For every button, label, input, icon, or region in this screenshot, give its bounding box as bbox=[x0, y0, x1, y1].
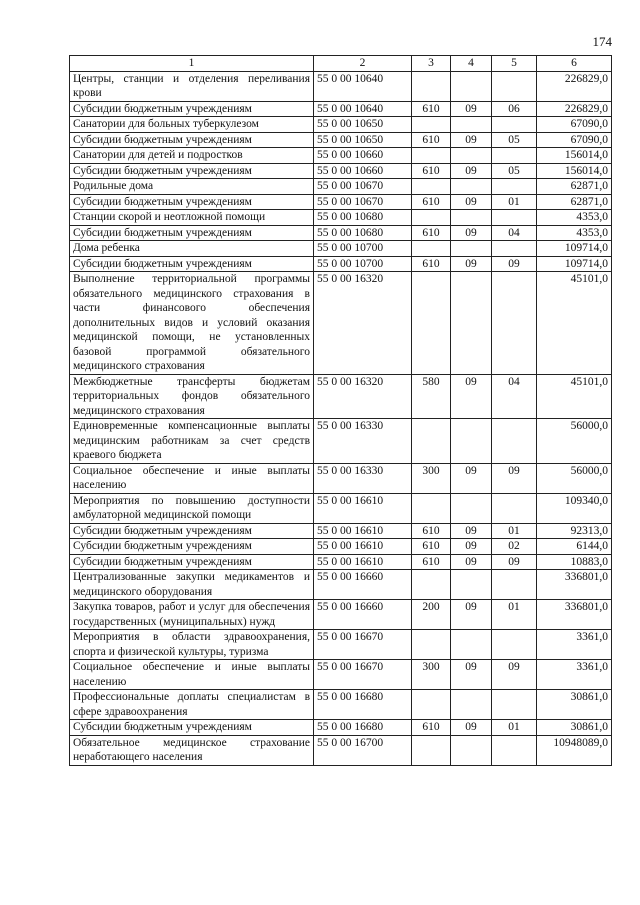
table-row bbox=[70, 630, 612, 660]
table-row bbox=[70, 720, 612, 736]
target-code-cell: 55 0 00 10640 bbox=[314, 101, 412, 117]
amount-cell: 3361,0 bbox=[537, 630, 612, 660]
amount-cell: 30861,0 bbox=[537, 720, 612, 736]
amount-cell: 226829,0 bbox=[537, 101, 612, 117]
table-row bbox=[70, 570, 612, 600]
row-name-cell: Социальное обеспечение и иные выплаты населению bbox=[70, 463, 314, 493]
section-cell: 09 bbox=[451, 463, 492, 493]
target-code-cell: 55 0 00 10700 bbox=[314, 256, 412, 272]
section-cell: 09 bbox=[451, 539, 492, 555]
amount-cell: 67090,0 bbox=[537, 117, 612, 133]
amount-cell: 4353,0 bbox=[537, 225, 612, 241]
target-code-cell: 55 0 00 10680 bbox=[314, 210, 412, 226]
amount-cell: 156014,0 bbox=[537, 148, 612, 164]
section-cell: 09 bbox=[451, 374, 492, 419]
expense-type-cell bbox=[412, 272, 451, 375]
row-name-cell: Дома ребенка bbox=[70, 241, 314, 257]
amount-cell: 336801,0 bbox=[537, 600, 612, 630]
table-row bbox=[70, 256, 612, 272]
target-code-cell: 55 0 00 16680 bbox=[314, 720, 412, 736]
expense-type-cell: 610 bbox=[412, 256, 451, 272]
expense-type-cell: 610 bbox=[412, 720, 451, 736]
table-row bbox=[70, 463, 612, 493]
table-row bbox=[70, 241, 612, 257]
subsection-cell bbox=[492, 493, 537, 523]
row-name-cell: Социальное обеспечение и иные выплаты населению bbox=[70, 660, 314, 690]
column-header: 2 bbox=[314, 56, 412, 72]
expense-type-cell bbox=[412, 179, 451, 195]
amount-cell: 6144,0 bbox=[537, 539, 612, 555]
expense-type-cell: 610 bbox=[412, 194, 451, 210]
table-row bbox=[70, 71, 612, 101]
section-cell: 09 bbox=[451, 256, 492, 272]
subsection-cell: 05 bbox=[492, 163, 537, 179]
target-code-cell: 55 0 00 16610 bbox=[314, 554, 412, 570]
target-code-cell: 55 0 00 16330 bbox=[314, 463, 412, 493]
section-cell: 09 bbox=[451, 523, 492, 539]
expense-type-cell: 300 bbox=[412, 463, 451, 493]
row-name-cell: Единовременные компенсационные выплаты медицинским работникам за счет средств краевого бюджета bbox=[70, 419, 314, 464]
expense-type-cell: 610 bbox=[412, 225, 451, 241]
target-code-cell: 55 0 00 16660 bbox=[314, 600, 412, 630]
column-header: 4 bbox=[451, 56, 492, 72]
section-cell bbox=[451, 210, 492, 226]
table-row bbox=[70, 600, 612, 630]
row-name-cell: Обязательное медицинское страхование неработающего населения bbox=[70, 735, 314, 765]
row-name-cell: Станции скорой и неотложной помощи bbox=[70, 210, 314, 226]
table-row bbox=[70, 179, 612, 195]
target-code-cell: 55 0 00 10700 bbox=[314, 241, 412, 257]
section-cell bbox=[451, 179, 492, 195]
section-cell: 09 bbox=[451, 163, 492, 179]
target-code-cell: 55 0 00 10640 bbox=[314, 71, 412, 101]
table-row bbox=[70, 163, 612, 179]
subsection-cell: 09 bbox=[492, 463, 537, 493]
subsection-cell bbox=[492, 570, 537, 600]
section-cell: 09 bbox=[451, 225, 492, 241]
subsection-cell: 09 bbox=[492, 554, 537, 570]
row-name-cell: Субсидии бюджетным учреждениям bbox=[70, 225, 314, 241]
expense-type-cell: 610 bbox=[412, 132, 451, 148]
target-code-cell: 55 0 00 10670 bbox=[314, 194, 412, 210]
row-name-cell: Центры, станции и отделения переливания крови bbox=[70, 71, 314, 101]
table-row bbox=[70, 735, 612, 765]
budget-table bbox=[69, 55, 612, 766]
page-number: 174 bbox=[592, 34, 612, 49]
amount-cell: 226829,0 bbox=[537, 71, 612, 101]
target-code-cell: 55 0 00 16670 bbox=[314, 660, 412, 690]
subsection-cell: 01 bbox=[492, 720, 537, 736]
table-row bbox=[70, 690, 612, 720]
expense-type-cell bbox=[412, 117, 451, 133]
expense-type-cell bbox=[412, 690, 451, 720]
row-name-cell: Субсидии бюджетным учреждениям bbox=[70, 523, 314, 539]
section-cell bbox=[451, 690, 492, 720]
expense-type-cell bbox=[412, 570, 451, 600]
amount-cell: 62871,0 bbox=[537, 179, 612, 195]
target-code-cell: 55 0 00 16610 bbox=[314, 539, 412, 555]
amount-cell: 4353,0 bbox=[537, 210, 612, 226]
amount-cell: 56000,0 bbox=[537, 419, 612, 464]
row-name-cell: Выполнение территориальной программы обязательного медицинского страхования в части финансового обеспечения дополнительных видов и условий оказания медицинской помощи, не установленных базовой программой обязательного медицинского страхования bbox=[70, 272, 314, 375]
expense-type-cell: 300 bbox=[412, 660, 451, 690]
table-row bbox=[70, 132, 612, 148]
table-row bbox=[70, 225, 612, 241]
target-code-cell: 55 0 00 16700 bbox=[314, 735, 412, 765]
subsection-cell bbox=[492, 690, 537, 720]
row-name-cell: Субсидии бюджетным учреждениям bbox=[70, 539, 314, 555]
table-row bbox=[70, 272, 612, 375]
target-code-cell: 55 0 00 16680 bbox=[314, 690, 412, 720]
amount-cell: 62871,0 bbox=[537, 194, 612, 210]
amount-cell: 45101,0 bbox=[537, 374, 612, 419]
expense-type-cell bbox=[412, 630, 451, 660]
section-cell bbox=[451, 241, 492, 257]
subsection-cell: 04 bbox=[492, 225, 537, 241]
target-code-cell: 55 0 00 16320 bbox=[314, 374, 412, 419]
section-cell bbox=[451, 735, 492, 765]
table-row bbox=[70, 101, 612, 117]
table-row bbox=[70, 419, 612, 464]
section-cell: 09 bbox=[451, 720, 492, 736]
table-row bbox=[70, 117, 612, 133]
amount-cell: 3361,0 bbox=[537, 660, 612, 690]
table-row bbox=[70, 523, 612, 539]
expense-type-cell: 610 bbox=[412, 523, 451, 539]
row-name-cell: Субсидии бюджетным учреждениям bbox=[70, 132, 314, 148]
target-code-cell: 55 0 00 16660 bbox=[314, 570, 412, 600]
section-cell bbox=[451, 419, 492, 464]
target-code-cell: 55 0 00 16330 bbox=[314, 419, 412, 464]
row-name-cell: Закупка товаров, работ и услуг для обеспечения государственных (муниципальных) нужд bbox=[70, 600, 314, 630]
expense-type-cell: 610 bbox=[412, 163, 451, 179]
target-code-cell: 55 0 00 10660 bbox=[314, 148, 412, 164]
subsection-cell bbox=[492, 735, 537, 765]
expense-type-cell bbox=[412, 71, 451, 101]
amount-cell: 109714,0 bbox=[537, 256, 612, 272]
section-cell bbox=[451, 493, 492, 523]
row-name-cell: Субсидии бюджетным учреждениям bbox=[70, 101, 314, 117]
subsection-cell: 09 bbox=[492, 256, 537, 272]
amount-cell: 109340,0 bbox=[537, 493, 612, 523]
row-name-cell: Централизованные закупки медикаментов и медицинского оборудования bbox=[70, 570, 314, 600]
table-row bbox=[70, 660, 612, 690]
target-code-cell: 55 0 00 10680 bbox=[314, 225, 412, 241]
subsection-cell: 09 bbox=[492, 660, 537, 690]
amount-cell: 10883,0 bbox=[537, 554, 612, 570]
amount-cell: 92313,0 bbox=[537, 523, 612, 539]
section-cell: 09 bbox=[451, 132, 492, 148]
subsection-cell bbox=[492, 419, 537, 464]
section-cell bbox=[451, 71, 492, 101]
target-code-cell: 55 0 00 16670 bbox=[314, 630, 412, 660]
row-name-cell: Субсидии бюджетным учреждениям bbox=[70, 163, 314, 179]
row-name-cell: Субсидии бюджетным учреждениям bbox=[70, 554, 314, 570]
amount-cell: 156014,0 bbox=[537, 163, 612, 179]
amount-cell: 10948089,0 bbox=[537, 735, 612, 765]
row-name-cell: Профессиональные доплаты специалистам в сфере здравоохранения bbox=[70, 690, 314, 720]
subsection-cell bbox=[492, 148, 537, 164]
target-code-cell: 55 0 00 16610 bbox=[314, 493, 412, 523]
expense-type-cell bbox=[412, 735, 451, 765]
expense-type-cell bbox=[412, 210, 451, 226]
section-cell: 09 bbox=[451, 660, 492, 690]
target-code-cell: 55 0 00 16610 bbox=[314, 523, 412, 539]
target-code-cell: 55 0 00 10650 bbox=[314, 132, 412, 148]
row-name-cell: Субсидии бюджетным учреждениям bbox=[70, 720, 314, 736]
column-header: 6 bbox=[537, 56, 612, 72]
expense-type-cell: 610 bbox=[412, 539, 451, 555]
section-cell bbox=[451, 570, 492, 600]
section-cell: 09 bbox=[451, 600, 492, 630]
row-name-cell: Санатории для детей и подростков bbox=[70, 148, 314, 164]
expense-type-cell bbox=[412, 419, 451, 464]
amount-cell: 30861,0 bbox=[537, 690, 612, 720]
subsection-cell: 01 bbox=[492, 194, 537, 210]
expense-type-cell: 610 bbox=[412, 101, 451, 117]
subsection-cell bbox=[492, 241, 537, 257]
table-row bbox=[70, 148, 612, 164]
subsection-cell: 05 bbox=[492, 132, 537, 148]
column-header: 1 bbox=[70, 56, 314, 72]
table-row bbox=[70, 210, 612, 226]
expense-type-cell bbox=[412, 148, 451, 164]
amount-cell: 56000,0 bbox=[537, 463, 612, 493]
expense-type-cell bbox=[412, 493, 451, 523]
table-row bbox=[70, 493, 612, 523]
subsection-cell bbox=[492, 630, 537, 660]
subsection-cell bbox=[492, 210, 537, 226]
amount-cell: 109714,0 bbox=[537, 241, 612, 257]
table-row bbox=[70, 374, 612, 419]
section-cell bbox=[451, 117, 492, 133]
amount-cell: 45101,0 bbox=[537, 272, 612, 375]
subsection-cell: 01 bbox=[492, 523, 537, 539]
section-cell: 09 bbox=[451, 554, 492, 570]
subsection-cell: 01 bbox=[492, 600, 537, 630]
column-header: 3 bbox=[412, 56, 451, 72]
target-code-cell: 55 0 00 10670 bbox=[314, 179, 412, 195]
target-code-cell: 55 0 00 16320 bbox=[314, 272, 412, 375]
subsection-cell bbox=[492, 272, 537, 375]
section-cell bbox=[451, 148, 492, 164]
table-row bbox=[70, 539, 612, 555]
section-cell: 09 bbox=[451, 101, 492, 117]
expense-type-cell bbox=[412, 241, 451, 257]
row-name-cell: Межбюджетные трансферты бюджетам территориальных фондов обязательного медицинского страхования bbox=[70, 374, 314, 419]
expense-type-cell: 200 bbox=[412, 600, 451, 630]
amount-cell: 336801,0 bbox=[537, 570, 612, 600]
subsection-cell bbox=[492, 179, 537, 195]
subsection-cell bbox=[492, 71, 537, 101]
target-code-cell: 55 0 00 10660 bbox=[314, 163, 412, 179]
column-header: 5 bbox=[492, 56, 537, 72]
row-name-cell: Мероприятия по повышению доступности амбулаторной медицинской помощи bbox=[70, 493, 314, 523]
row-name-cell: Субсидии бюджетным учреждениям bbox=[70, 194, 314, 210]
row-name-cell: Субсидии бюджетным учреждениям bbox=[70, 256, 314, 272]
row-name-cell: Санатории для больных туберкулезом bbox=[70, 117, 314, 133]
row-name-cell: Родильные дома bbox=[70, 179, 314, 195]
table-row bbox=[70, 554, 612, 570]
amount-cell: 67090,0 bbox=[537, 132, 612, 148]
expense-type-cell: 610 bbox=[412, 554, 451, 570]
table-header-row bbox=[70, 56, 612, 72]
subsection-cell: 02 bbox=[492, 539, 537, 555]
expense-type-cell: 580 bbox=[412, 374, 451, 419]
section-cell bbox=[451, 272, 492, 375]
row-name-cell: Мероприятия в области здравоохранения, спорта и физической культуры, туризма bbox=[70, 630, 314, 660]
table-row bbox=[70, 194, 612, 210]
section-cell: 09 bbox=[451, 194, 492, 210]
subsection-cell: 04 bbox=[492, 374, 537, 419]
section-cell bbox=[451, 630, 492, 660]
subsection-cell: 06 bbox=[492, 101, 537, 117]
target-code-cell: 55 0 00 10650 bbox=[314, 117, 412, 133]
subsection-cell bbox=[492, 117, 537, 133]
